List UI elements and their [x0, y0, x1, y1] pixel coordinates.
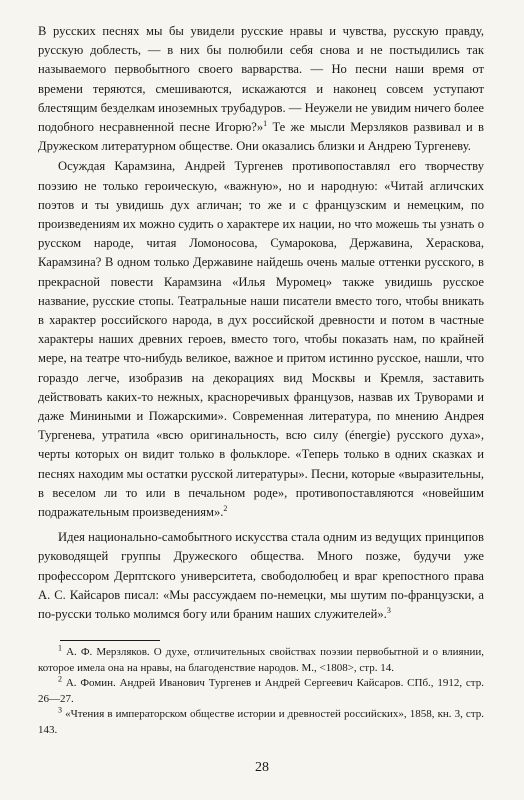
footnote-3-number: 3 [58, 705, 62, 715]
footnote-2-text: А. Фомин. Андрей Иванович Тургенев и Андрей Сергеевич Кайсаров. СПб., 1912, стр. 26—27. [38, 677, 484, 705]
paragraph-1-tail: Те же мысли Мерзляков развивал и в Дружеском литературном обществе. Они оказались близки и Андрею Тургеневу. [38, 120, 484, 154]
paragraph-2-text: Осуждая Карамзина, Андрей Тургенев противопоставлял его творчеству поэзию не только героическую, «важную», но и народную: «Читай агличских поэтов и ты увидишь дух агличан; то же и с французским и немецким, по произведениям их можно судить о характере их нации, но что можешь ты узнать о русском народе, читая Ломоносова, Сумарокова, Державина, Хераскова, Карамзина? В одном только Державине найдешь очень малые оттенки русского, в прекрасной повести Карамзина «Илья Муромец» также увидишь русское название, русские стопы. Театральные наши писатели вместо того, чтобы вникать в характер российского народа, в дух российской древности и потом в частные характеры наших древних героев, вместо того, чтобы показать нам, по крайней мере, на театре что-нибудь великое, важное и притом истинно русское, нашли, что гораздо легче, изобразив на декорациях вид Москвы и Кремля, заставить действовать каких-то нежных, красноречивых французов, назвав их Труворами и даже Миниными и Пожарскими». Современная литература, по мнению Андрея Тургенева, утратила «всю оригинальность, всю силу (énergie) русского духа», черты которых он видит только в фольклоре. «Теперь только в одних сказках и песнях находим мы остатки русской литературы». Песни, которые «выразительны, в веселом ли то или в печальном роде», противопоставляются «новейшим подражательным произведениям». [38, 159, 484, 520]
paragraph-1-text: В русских песнях мы бы увидели русские нравы и чувства, русскую правду, русскую доблесть, — в них бы полюбили себя снова и не постыдились так называемого первобытного своего варварства. — Но песни наши время от времени теряются, смешиваются, искажаются и наконец совсем уступают блестящим безделкам иноземных трубадуров. — Неужели не увидим ничего более подобного несравненной песне Игорю?» [38, 24, 484, 135]
footnote-1-text: А. Ф. Мерзляков. О духе, отличительных свойствах поэзии первобытной и о влиянии, которое имела она на нравы, на благоденствие народов. М., <1808>, стр. 14. [38, 646, 484, 674]
paragraph-2 [38, 157, 484, 522]
footnote-2-number: 2 [58, 674, 62, 684]
footnote-1 [38, 645, 484, 676]
footnotes [38, 645, 484, 738]
footnote-2 [38, 676, 484, 707]
paragraph-1 [38, 22, 484, 156]
footnote-divider [60, 640, 160, 641]
footnote-3 [38, 707, 484, 738]
paragraph-3 [38, 528, 484, 624]
paragraph-3-text: Идея национально-самобытного искусства стала одним из ведущих принципов руководящей группы Дружеского общества. Много позже, будучи уже профессором Дерптского университета, свободолюбец и враг крепостного права А. С. Кайсаров писал: «Мы рассуждаем по-немецки, мы шутим по-французски, а по-русски только молимся богу или браним наших служителей». [38, 530, 484, 622]
page-number: 28 [255, 760, 269, 775]
footnote-ref-2: 2 [223, 503, 228, 513]
main-text [38, 22, 484, 624]
footnote-ref-1: 1 [263, 118, 268, 128]
footnote-3-text: «Чтения в императорском обществе истории и древностей российских», 1858, кн. 3, стр. 143. [38, 708, 485, 736]
footnote-ref-3: 3 [386, 605, 391, 615]
footnote-1-number: 1 [58, 643, 62, 653]
